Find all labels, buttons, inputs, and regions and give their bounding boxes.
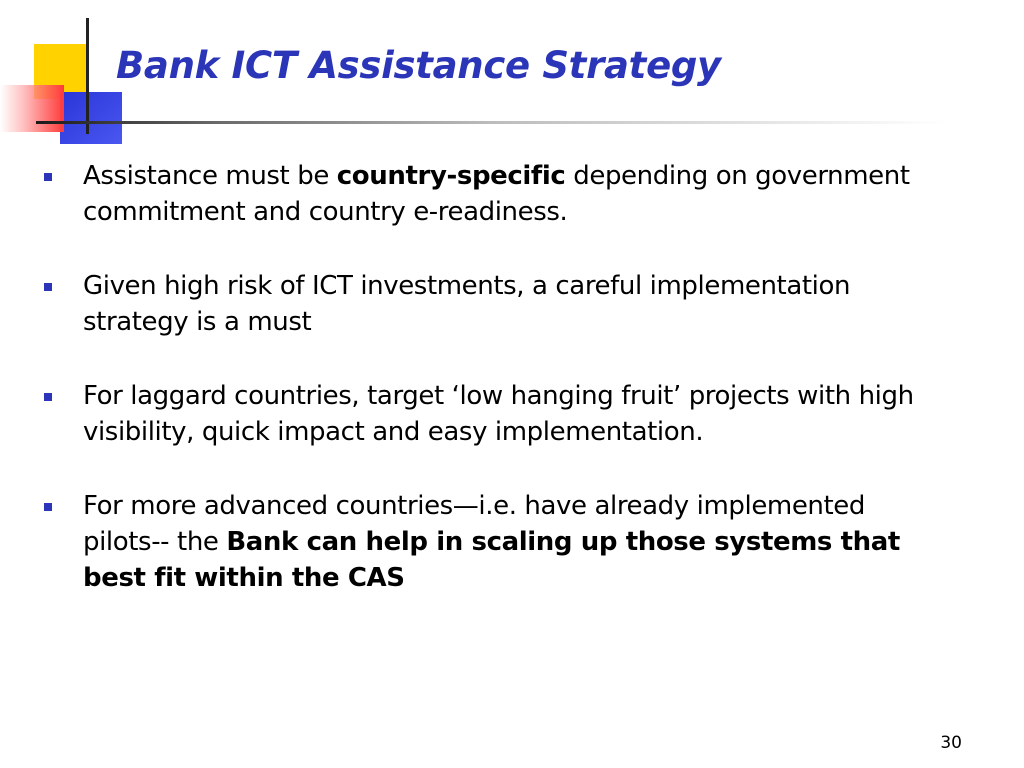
bullet-text (83, 491, 900, 593)
decor-vertical-line (86, 18, 89, 134)
slide-title: Bank ICT Assistance Strategy (116, 44, 721, 87)
bullet-square-icon (44, 393, 52, 401)
bullet-text (83, 381, 914, 447)
bullet-run-bold: country-specific (336, 161, 566, 191)
page-number: 30 (940, 733, 962, 753)
bullet-item (44, 158, 944, 230)
bullet-run-bold: Bank can help in scaling up those systems that best fit within the CAS (83, 527, 900, 593)
bullet-run: depending on government commitment and country e-readiness. (83, 161, 910, 227)
decor-blue-square (60, 92, 122, 144)
bullet-run: Given high risk of ICT investments, a careful implementation strategy is a must (83, 271, 851, 337)
bullet-square-icon (44, 503, 52, 511)
bullet-list (44, 158, 944, 634)
bullet-item (44, 378, 944, 450)
decor-red-square (0, 85, 64, 132)
title-underline (36, 121, 946, 124)
bullet-text (83, 271, 850, 337)
bullet-run: For more advanced countries—i.e. have already implemented pilots-- the (83, 491, 866, 557)
bullet-item (44, 488, 944, 596)
bullet-square-icon (44, 283, 52, 291)
bullet-run: Assistance must be (83, 161, 337, 191)
bullet-item (44, 268, 944, 340)
bullet-run: For laggard countries, target ‘low hanging fruit’ projects with high visibility, quick impact and easy implementation. (83, 381, 914, 447)
bullet-square-icon (44, 173, 52, 181)
bullet-text (83, 161, 910, 227)
